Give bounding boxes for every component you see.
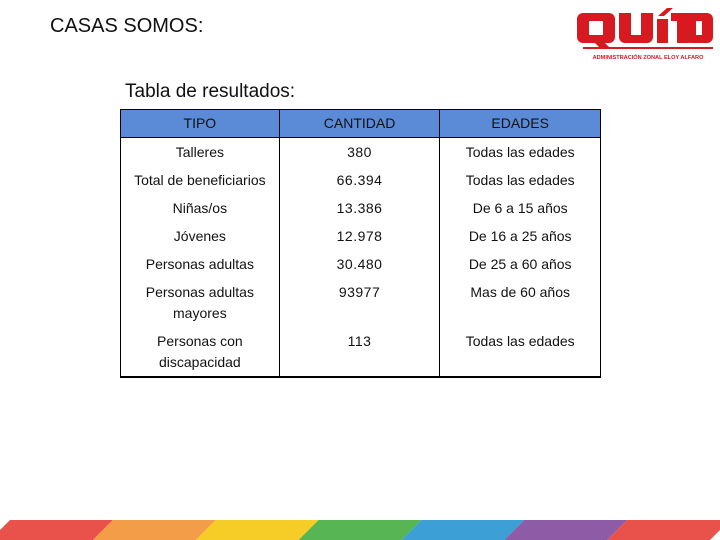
quito-logo-graphic: [575, 5, 713, 63]
stripe-segment: [299, 520, 422, 540]
table-row: [121, 250, 601, 278]
cell-cantidad: 380: [279, 138, 440, 167]
cell-cantidad: 113: [279, 327, 440, 377]
table-row: [121, 278, 601, 327]
cell-edades: Mas de 60 años: [440, 278, 601, 327]
section-title: Tabla de resultados:: [125, 81, 296, 102]
cell-edades: De 16 a 25 años: [440, 222, 601, 250]
column-header-tipo: TIPO: [121, 110, 280, 138]
cell-cantidad: 93977: [279, 278, 440, 327]
table-row: [121, 166, 601, 194]
cell-tipo: Jóvenes: [121, 222, 280, 250]
page-title: CASAS SOMOS:: [50, 15, 204, 37]
stripe-segment: [401, 520, 524, 540]
cell-tipo: Personas con discapacidad: [121, 327, 280, 377]
table-row: [121, 327, 601, 377]
cell-cantidad: 66.394: [279, 166, 440, 194]
stripe-segment: [196, 520, 319, 540]
cell-cantidad: 30.480: [279, 250, 440, 278]
cell-tipo: Personas adultas: [121, 250, 280, 278]
table-row: [121, 222, 601, 250]
table-row: [121, 194, 601, 222]
stripe-segment: [504, 520, 627, 540]
table-row: [121, 138, 601, 167]
table-header-row: [121, 110, 601, 138]
cell-tipo: Personas adultas mayores: [121, 278, 280, 327]
cell-cantidad: 13.386: [279, 194, 440, 222]
cell-edades: Todas las edades: [440, 327, 601, 377]
cell-edades: De 25 a 60 años: [440, 250, 601, 278]
cell-edades: De 6 a 15 años: [440, 194, 601, 222]
column-header-cantidad: CANTIDAD: [279, 110, 440, 138]
cell-tipo: Niñas/os: [121, 194, 280, 222]
decorative-color-stripe: [0, 518, 720, 540]
cell-tipo: Total de beneficiarios: [121, 166, 280, 194]
cell-tipo: Talleres: [121, 138, 280, 167]
column-header-edades: EDADES: [440, 110, 601, 138]
results-table: [120, 109, 601, 378]
logo-tagline: ADMINISTRACIÓN ZONAL ELOY ALFARO: [592, 55, 704, 61]
stripe-segment: [93, 520, 216, 540]
cell-cantidad: 12.978: [279, 222, 440, 250]
quito-logo: [575, 5, 713, 63]
cell-edades: Todas las edades: [440, 166, 601, 194]
cell-edades: Todas las edades: [440, 138, 601, 167]
